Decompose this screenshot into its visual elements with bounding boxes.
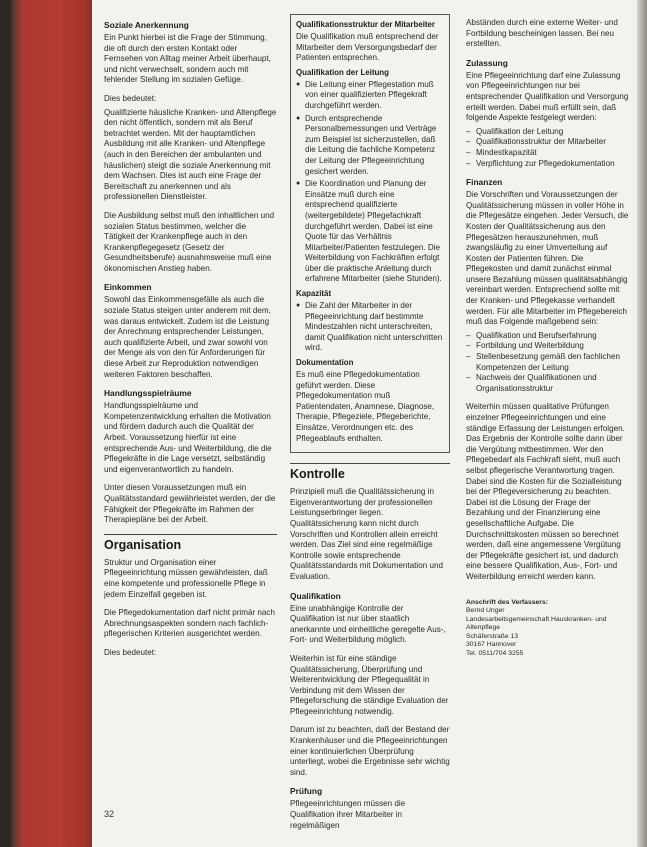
paragraph: Abständen durch eine externe Weiter- und Fortbildung bescheinigen lassen. Bei neu erstellten.	[466, 18, 618, 49]
paragraph: Darum ist zu beachten, daß der Bestand der Krankenhäuser und die Pflegeeinrichtungen einer kontinuierlichen Überprüfung unterliegt, wobei die Ergebnisse sehr wichtig sind.	[290, 725, 450, 777]
author-line: Schäferstraße 13	[466, 632, 519, 640]
paragraph: Sowohl das Einkommensgefälle als auch die soziale Status steigen unter anderem mit dem, was daraus entwickelt. Zudem ist die Leistung der Anrechnung entsprechender Leistungen, auch qualifizierte Arbeit, und zwar sowohl von der Menge als von den für Anforderungen für diese Arbeit zur Reproduktion notwendigen weiteren Faktoren beschaffen.	[104, 295, 271, 379]
paragraph: Die Vorschriften und Voraussetzungen der Qualitätssicherung müssen in voller Höhe in die Pflegesätze eingehen. Jeder Versuch, die Kosten der Qualitätssicherung aus den Pflegesätzen herauszunehmen, muß zwangsläufig zu einer Umverteilung auf Kosten der Patienten führen. Die Pflegekosten und damit zunächst einmal unsere Bezahlung müssen qualitätsabhängig vereinbart werden. Entsprechend sollte mit der Kranken- und Pflegekasse verhandelt werden. Für alle Mitarbeiter im Pflegebereich muß das Folgende maßgebend sein:	[466, 190, 629, 327]
list-item: – Qualifikation und Berufserfahrung	[466, 331, 631, 342]
list-item: – Mindestkapazität	[466, 148, 631, 159]
paragraph: Weiterhin ist für eine ständige Qualitätssicherung, Überprüfung und Weiterentwicklung der Pflegequalität in Verbindung mit dem Wissen der Pflegeforschung die ständige Evaluation der Pflegeeinrichtung notwendig.	[290, 653, 449, 716]
box-bullet-list	[296, 301, 444, 354]
author-address	[466, 599, 631, 659]
list-item: – Verpflichtung zur Pflegedokumentation	[466, 159, 631, 170]
heading-kontrolle: Kontrolle	[290, 463, 450, 482]
box-bullet-list	[296, 80, 444, 285]
finanzen-list	[466, 331, 631, 395]
heading-finanzen: Finanzen	[466, 177, 503, 188]
paragraph: Handlungsspielräume und Kompetenzentwicklung erhalten die Motivation und fördern dadurch auch die Qualität der Arbeit. Voraussetzung hierfür ist eine entsprechende Aus- und Weiterbildung, die die Pflegekräfte in die Lage versetzt, selbständig und eigenverantwortlich zu handeln.	[104, 401, 272, 474]
box-paragraph: Es muß eine Pflegedokumentation geführt werden. Diese Pflegedokumentation muß Patientendaten, Anamnese, Diagnose, Therapie, Pflegeziele, Pflegeberichte, Einsätze, Verordnungen etc. des Pflegeablaufs enthalten.	[296, 370, 435, 443]
qualification-box	[290, 14, 450, 453]
paragraph: Unter diesen Voraussetzungen muß ein Qualitätsstandard gewährleistet werden, der die Fähigkeit der Pflegekräfte im Rahmen der Therapiepläne bei der Arbeit.	[104, 483, 276, 525]
text-column-left	[92, 0, 286, 847]
paragraph: Struktur und Organisation einer Pflegeeinrichtung müssen gewährleisten, daß eine kompetente und professionelle Pflege in jedem Einzelfall gegeben ist.	[104, 557, 268, 599]
list-item: ● Durch entsprechende Personalbemessungen und Verträge zum Beispiel ist sicherzustellen, daß die Leitung die fachliche Kompetenz der Leitung der Pflegeeinrichtung gesichert werden.	[296, 114, 444, 178]
box-paragraph: Die Qualifikation muß entsprechend der Mitarbeiter dem Versorgungsbedarf der Patienten entsprechen.	[296, 32, 439, 63]
heading-einkommen: Einkommen	[104, 282, 152, 293]
box-heading-leitung: Qualifikation der Leitung	[296, 67, 389, 77]
list-item: ● Die Zahl der Mitarbeiter in der Pflegeeinrichtung darf bestimmte Mindestzahlen nicht unterschreiten, damit Qualifikation nicht unterschritten wird.	[296, 301, 444, 354]
heading-handlungsspielraeume: Handlungsspielräume	[104, 388, 192, 399]
box-heading-kapazitaet: Kapazität	[296, 289, 332, 299]
list-item: ● Die Koordination und Planung der Einsätze muß durch eine entsprechend qualifizierte (weitergebildete) Pflegefachkraft durchgeführt werden. Dabei ist eine Quote für das Verhältnis Mitarbeiter/Patienten festzulegen. Die Weiterbildung von Fachkräften erfolgt über die praktische Anleitung durch erfahrene Mitarbeiter (siehe Stunden).	[296, 179, 444, 285]
book-spine-edge	[0, 0, 92, 847]
box-heading-dokumentation: Dokumentation	[296, 358, 354, 368]
author-label: Anschrift des Verfassers:	[466, 598, 548, 606]
paragraph: Ein Punkt hierbei ist die Frage der Stimmung, die oft durch den ersten Kontakt oder Fernsehen von Alltag meiner Arbeit überhaupt, und nicht verwechselt, sondern auch mit fehlender Stellung im sozialen Gefüge.	[104, 33, 271, 85]
heading-organisation: Organisation	[104, 534, 277, 553]
list-item: – Qualifikation der Leitung	[466, 127, 631, 138]
heading-soziale-anerkennung: Soziale Anerkennung	[104, 20, 189, 30]
list-item: – Qualifikationsstruktur der Mitarbeiter	[466, 137, 631, 148]
page-right-edge	[637, 0, 647, 847]
author-line: Tel. 0511/704 3255	[466, 650, 524, 658]
paragraph: Weiterhin müssen qualitative Prüfungen einzelner Pflegeeinrichtungen und eine ständige Erfassung der Leistungen erfolgen. Das Ergebnis der Kontrolle sollte dann über die Vergütung mitbestimmen. Wer den Pflegebedarf als Fachkraft sieht, muß auch selbst pflegerische Verantwortung tragen. Dabei sind die Kosten für die Sozialleistung bei der Pflegeversicherung zu beachten. Dabei ist die Lösung der Frage der Bezahlung und der Finanzierung eine gesellschaftliche Aufgabe. Die Durchschnittskosten müssen so berechnet werden, daß eine angemessene Vergütung der Pflegekräfte gesichert ist, und dadurch eine bessere Qualifikation, Aus-, Fort- und Weiterbildung erreicht werden kann.	[466, 402, 625, 581]
paragraph: Eine Pflegeeinrichtung darf eine Zulassung von Pflegeeinrichtungen nur bei entsprechender Qualifikation und Versorgung erteilt werden. Dabei muß erfüllt sein, daß folgende Aspekte festgelegt werden:	[466, 70, 629, 123]
zulassung-list	[466, 127, 631, 169]
list-item: ● Die Leitung einer Pflegestation muß von einer qualifizierten Pflegekraft durchgeführt werden.	[296, 80, 444, 112]
heading-zulassung: Zulassung	[466, 57, 508, 68]
list-item: – Fortbildung und Weiterbildung	[466, 341, 631, 352]
box-heading-qualifikationsstruktur: Qualifikationsstruktur der Mitarbeiter	[296, 20, 435, 29]
paragraph: Dies bedeutet:	[104, 647, 157, 657]
list-item: – Stellenbesetzung gemäß den fachlichen Kompetenzen der Leitung	[466, 352, 631, 373]
paragraph: Prinzipiell muß die Qualitätssicherung in Eigenverantwortung der professionellen Leistungserbringer liegen. Qualitätssicherung kann nicht durch Vorschriften und Kontrollen allein erreicht werden. Das Ziel sind eine regelmäßige Kontrolle sowie entsprechende Qualitätsstandards mit Dokumentation und Evaluation.	[290, 487, 443, 581]
paragraph: Die Pflegedokumentation darf nicht primär nach Abrechnungsaspekten sondern nach fachlich-pflegerischen Kriterien ausgerichtet werden.	[104, 608, 275, 639]
paragraph-label: Dies bedeutet:	[104, 93, 157, 103]
paragraph: Qualifizierte häusliche Kranken- und Altenpflege den nicht öffentlich, sondern mit als Beruf betrachtet werden. Mit der hauptamtlichen Ausbildung mit alle Kranken- und Altenpflege (auch in den Bereichen der ambulanten und häuslichen) steigt die soziale Anerkennung mit dem Wachsen. Dies ist auch eine Frage der Bereitschaft zu anerkennen und als professionellen Dienstleister.	[104, 107, 277, 202]
page-number: 32	[104, 809, 115, 819]
list-item: – Nachweis der Qualifikationen und Organisationsstruktur	[466, 373, 631, 394]
heading-pruefung: Prüfung	[290, 786, 323, 797]
paragraph: Die Ausbildung selbst muß den inhaltlichen und sozialen Status bestimmen, welcher die Tätigkeit der Krankenpflege auch in den Krankenpflegegesetz (Gesetz der Gesundheitsberufe) ausnahmsweise muß eine ökonomischen Anstieg haben.	[104, 210, 275, 273]
text-column-middle	[286, 0, 456, 847]
text-column-right	[456, 0, 637, 847]
author-line: Bernd Unger	[466, 607, 505, 615]
paragraph: Eine unabhängige Kontrolle der Qualifikation ist nur über staatlich anerkannte und einheitliche geregelte Aus-, Fort- und Weiterbildung möglich.	[290, 603, 446, 645]
paragraph: Pflegeeinrichtungen müssen die Qualifikation ihrer Mitarbeiter in regelmäßigen	[290, 799, 406, 830]
author-line: 30167 Hannover	[466, 641, 517, 649]
heading-qualifikation: Qualifikation	[290, 590, 341, 601]
author-line: Landesarbeitsgemeinschaft Hauskranken- und Altenpflege	[466, 615, 607, 632]
